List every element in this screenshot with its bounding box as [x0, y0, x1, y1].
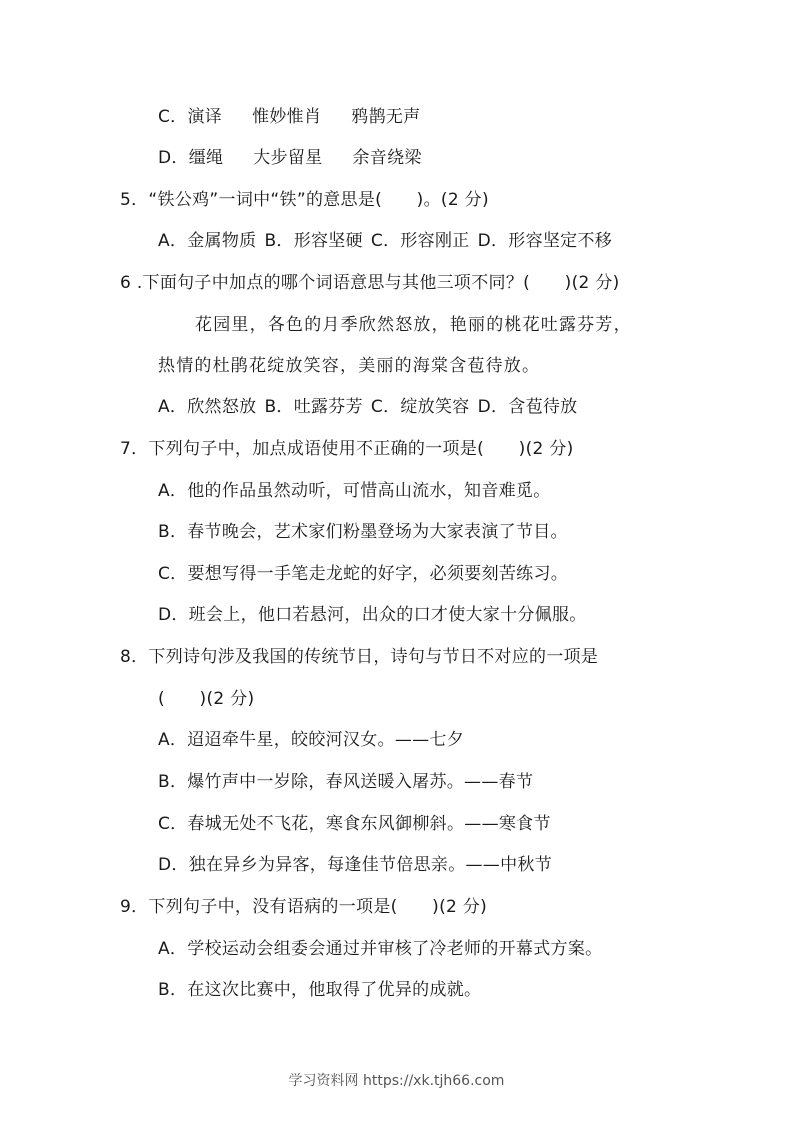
line-option-d-previous [158, 147, 422, 169]
q9-option-a: A．学校运动会组委会通过并审核了冷老师的开幕式方案。 [158, 939, 603, 959]
option-c-word-3: 鸦鹊无声 [351, 107, 421, 127]
q5-option-c: C．形容刚正 [370, 231, 470, 251]
q6-option-b: B．吐露芬芳 [264, 397, 363, 417]
question-9: 9．下列句子中，没有语病的一项是( )(2 分) [120, 897, 488, 917]
question-6-options [158, 396, 577, 418]
q7-option-d: D．班会上，他口若悬河，出众的口才使大家十分佩服。 [158, 605, 587, 625]
question-6: 6 .下面句子中加点的哪个词语意思与其他三项不同？( )(2 分) [120, 273, 620, 293]
question-5: 5．“铁公鸡”一词中“铁”的意思是( )。(2 分) [120, 190, 489, 210]
q6-option-a: A．欣然怒放 [158, 397, 257, 417]
q6-option-c: C．绽放笑容 [370, 397, 470, 417]
q5-option-d: D．形容坚定不移 [477, 231, 613, 251]
q8-option-b: B．爆竹声中一岁除，春风送暖入屠苏。——春节 [158, 772, 534, 792]
q5-option-a: A．金属物质 [158, 231, 257, 251]
q6-option-d: D．含苞待放 [477, 397, 578, 417]
q8-option-d: D．独在异乡为异客，每逢佳节倍思亲。——中秋节 [158, 855, 552, 875]
page-footer: 学习资料网 https://xk.tjh66.com [288, 1073, 505, 1089]
question-5-options [158, 230, 612, 252]
q7-option-b: B．春节晚会，艺术家们粉墨登场为大家表演了节目。 [158, 522, 568, 542]
question-8-continuation: ( )(2 分) [158, 689, 255, 709]
q5-option-b: B．形容坚硬 [264, 231, 363, 251]
option-d-word-1: D．缰绳 [158, 148, 224, 168]
q7-option-a: A．他的作品虽然动听，可惜高山流水，知音难觅。 [158, 481, 551, 501]
line-option-c-previous [158, 106, 420, 128]
option-d-word-2: 大步留星 [253, 148, 323, 168]
question-6-quote-line-1: 花园里，各色的月季欣然怒放，艳丽的桃花吐露芬芳， [195, 315, 632, 335]
option-c-word-2: 惟妙惟肖 [252, 107, 322, 127]
q8-option-a: A．迢迢牵牛星，皎皎河汉女。——七夕 [158, 730, 465, 750]
q9-option-b: B．在这次比赛中，他取得了优异的成就。 [158, 980, 482, 1000]
question-7: 7．下列句子中，加点成语使用不正确的一项是( )(2 分) [120, 439, 574, 459]
q8-option-c: C．春城无处不飞花，寒食东风御柳斜。——寒食节 [158, 814, 551, 834]
question-6-quote-line-2: 热情的杜鹃花绽放笑容，美丽的海棠含苞待放。 [158, 356, 541, 376]
option-c-word-1: C．演译 [158, 107, 223, 127]
question-8: 8．下列诗句涉及我国的传统节日，诗句与节日不对应的一项是 [120, 647, 599, 667]
option-d-word-3: 余音绕梁 [352, 148, 422, 168]
q7-option-c: C．要想写得一手笔走龙蛇的好字，必须要刻苦练习。 [158, 564, 569, 584]
